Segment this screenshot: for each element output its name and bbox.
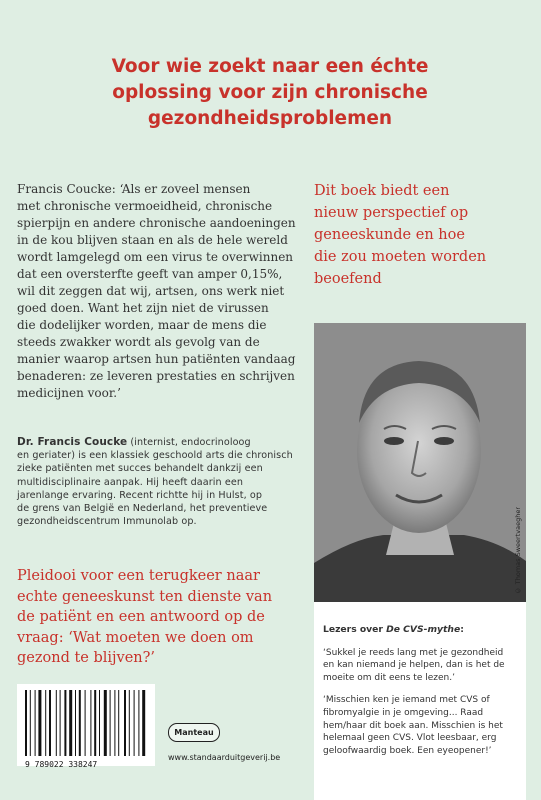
quote-line: goed doen. Want het zijn niet de virussen [17, 301, 269, 315]
reviews-title [323, 624, 526, 637]
headline-line: gezondheidsproblemen [147, 108, 393, 129]
statement-line: geneeskunde en hoe [314, 227, 465, 243]
barcode-bar [45, 690, 46, 756]
review-line: ‘Sukkel je reeds lang met je gezondheid [323, 647, 504, 658]
quote-line: wil dit zeggen dat wij, artsen, ons werk niet [17, 284, 285, 298]
barcode-bars [25, 690, 147, 756]
quote-line: wordt lamgelegd om een virus te overwinnen [17, 250, 294, 264]
plea-text [17, 566, 307, 669]
author-quote [17, 181, 296, 402]
barcode-bar [90, 690, 91, 756]
barcode-bar [118, 690, 119, 756]
barcode-bar [99, 690, 100, 756]
barcode-bar [49, 690, 51, 756]
quote-line: medicijnen voor.’ [17, 386, 121, 400]
bio-first-line [17, 436, 302, 449]
barcode-bar [114, 690, 115, 756]
plea-line: vraag: ‘Wat moeten we doen om [17, 629, 254, 646]
review-line: geloofwaardig boek. Een eyeopener!’ [323, 745, 492, 756]
bio-line: de grens van België en Nederland, het preventieve [17, 503, 268, 515]
quote-line: steeds zwakker wordt als gevolg van de [17, 335, 260, 349]
bio-line: gezondheidscentrum Immunolab op. [17, 516, 197, 528]
isbn-number: 9 789022 338247 [25, 760, 98, 769]
quote-line: spierpijn en andere chronische aandoeningen [17, 216, 296, 230]
barcode-bar [60, 690, 61, 756]
quote-line: in de kou blijven staan en als de hele wereld [17, 233, 288, 247]
quote-line: dat een oversterfte geeft van amper 0,15%, [17, 267, 283, 281]
bio-first-rest: (internist, endocrinoloog [127, 437, 251, 448]
portrait-illustration [314, 323, 526, 602]
barcode-bar [35, 690, 36, 756]
plea-line: echte geneeskunst ten dienste van [17, 588, 273, 605]
barcode-bar [124, 690, 126, 756]
barcode [17, 684, 155, 769]
review-line: helemaal geen CVS. Vlot leesbaar, erg [323, 733, 497, 744]
bio-line: jarenlange ervaring. Recent richtte hij in Hulst, op [17, 489, 263, 501]
barcode-bar [38, 690, 41, 756]
review-line: en kan niemand je helpen, dan is het de [323, 660, 505, 671]
quote-line: met chronische vermoeidheid, chronische [17, 199, 273, 213]
headline-line: Voor wie zoekt naar een échte [111, 56, 429, 77]
barcode-bar [104, 690, 107, 756]
reviews-title-suffix: : [460, 624, 464, 635]
book-statement [314, 180, 534, 290]
barcode-bar [25, 690, 27, 756]
bio-line: zieke patiënten met succes behandelt dankzij een [17, 463, 263, 475]
barcode-bar [134, 690, 135, 756]
barcode-bar [64, 690, 66, 756]
headline [70, 54, 470, 132]
reviews-title-prefix: Lezers over [323, 624, 387, 635]
barcode-bar [129, 690, 130, 756]
review-line: ‘Misschien ken je iemand met CVS of [323, 695, 490, 706]
quote-line: benaderen: ze leveren prestaties en schrijven [17, 369, 295, 383]
photo-credit: © Thomas Sweertvaegher [514, 506, 522, 594]
author-name: Dr. Francis Coucke [17, 436, 128, 448]
barcode-bar [138, 690, 139, 756]
plea-line: Pleidooi voor een terugkeer naar [17, 568, 260, 584]
barcode-bar [85, 690, 86, 756]
quote-line: manier waarop artsen hun patiënten vandaag [17, 352, 296, 366]
plea-line: de patiënt en een antwoord op de [17, 609, 265, 625]
barcode-bar [56, 690, 57, 756]
barcode-bar [75, 690, 76, 756]
reviews-title-book: De CVS-mythe [386, 624, 461, 635]
publisher-website: www.standaarduitgeverij.be [168, 753, 281, 762]
review-line: hem/haar dit boek aan. Misschien is het [323, 720, 503, 731]
review-line: moeite om dit eens te lezen.’ [323, 672, 455, 683]
barcode-bar [94, 690, 96, 756]
quote-line: die dodelijker worden, maar de mens die [17, 318, 267, 332]
barcode-bar [30, 690, 31, 756]
review-quote [323, 694, 526, 757]
statement-line: Dit boek biedt een [314, 183, 450, 199]
reader-reviews [314, 602, 526, 800]
barcode-bar [142, 690, 145, 756]
author-bio [17, 436, 302, 528]
headline-line: oplossing voor zijn chronische [112, 82, 428, 103]
barcode-bar [79, 690, 81, 756]
bio-line: en geriater) is een klassiek geschoold arts die chronisch [17, 450, 293, 462]
plea-line: gezond te blijven?’ [17, 650, 156, 666]
statement-line: beoefend [314, 271, 382, 287]
quote-line: Francis Coucke: ‘Als er zoveel mensen [17, 182, 251, 196]
bio-line: multidisciplinaire aanpak. Hij heeft daarin een [17, 476, 244, 488]
review-quote [323, 647, 526, 685]
statement-line: die zou moeten worden [314, 249, 487, 265]
barcode-bar [69, 690, 72, 756]
author-photo [314, 323, 526, 602]
statement-line: nieuw perspectief op [314, 205, 469, 221]
barcode-bar [110, 690, 111, 756]
review-line: fibromyalgie in je omgeving... Raad [323, 707, 484, 718]
publisher-logo: Manteau [168, 723, 220, 742]
